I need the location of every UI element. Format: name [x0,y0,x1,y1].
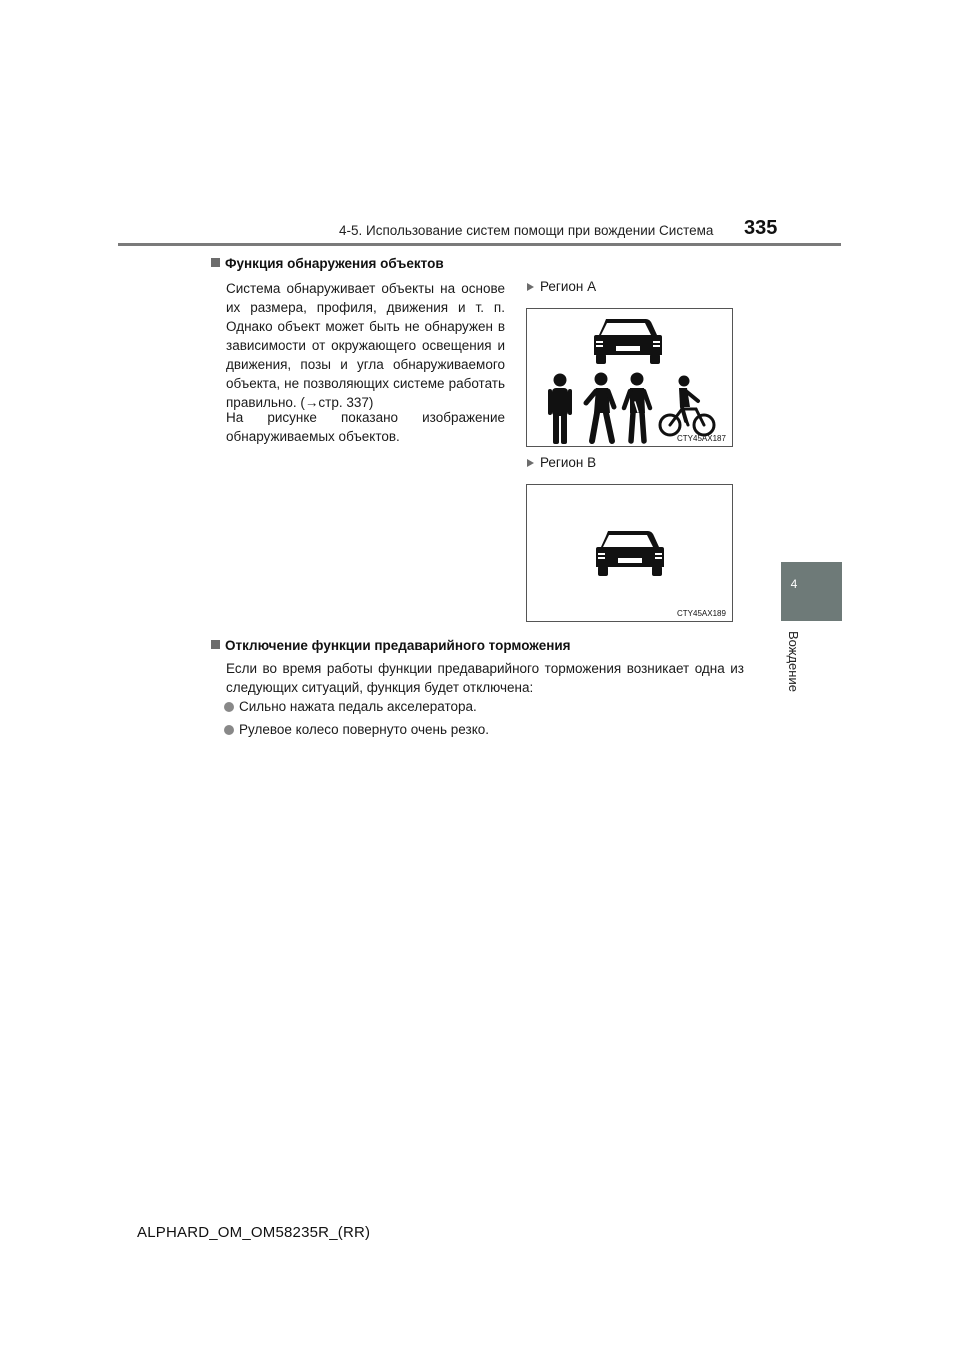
list-item: Рулевое колесо повернуто очень резко. [224,722,489,737]
triangle-bullet-icon [527,283,534,291]
square-bullet-icon [211,258,220,267]
car-icon [596,531,664,576]
cyclist-icon [660,376,714,436]
region-b-label: Регион B [527,455,596,470]
section-heading-text: Функция обнаружения объектов [225,256,444,271]
circle-bullet-icon [224,725,234,735]
detected-objects-illustration [527,309,732,446]
running-header: 4-5. Использование систем помощи при вождении Система [339,223,714,238]
region-a-label: Регион A [527,279,596,294]
section-heading-object-detection [211,256,444,271]
square-bullet-icon [211,640,220,649]
figure-description-paragraph: На рисунке показано изображение обнаруживаемых объектов. [226,410,505,444]
walking-pedestrian-icon [586,373,614,442]
page-number: 335 [744,217,778,239]
standing-pedestrian-icon [548,374,572,445]
chapter-tab [781,562,842,621]
section-heading-pcs-disable [211,638,571,653]
figure-code-a: CTY45AX187 [677,434,726,443]
list-item: Сильно нажата педаль акселератора. [224,699,477,714]
region-b-figure [526,484,733,622]
chapter-number: 4 [790,577,798,591]
header-divider [118,243,841,246]
chapter-title: Вождение [786,631,801,692]
pcs-disable-paragraph: Если во время работы функции предаварийного торможения возникает одна из следующих ситуаций, функция будет отключена: [226,661,744,695]
detected-vehicle-illustration [527,485,732,621]
circle-bullet-icon [224,702,234,712]
car-icon [594,319,662,364]
triangle-bullet-icon [527,459,534,467]
object-detection-paragraph: Система обнаруживает объекты на основе их размера, профиля, движения и т. п. Однако объект может быть не обнаружен в зависимости от окружающего освещения и движения, позы и угла обнаруживаемого объекта, не позволяющих системе работать правильно. (→стр. 337) [226,281,505,410]
document-code-footer: ALPHARD_OM_OM58235R_(RR) [137,1224,371,1241]
figure-code-b: CTY45AX189 [677,609,726,618]
section-heading-text: Отключение функции предаварийного торможения [225,638,571,653]
region-a-figure [526,308,733,447]
cyclist-walking-icon [624,373,650,442]
